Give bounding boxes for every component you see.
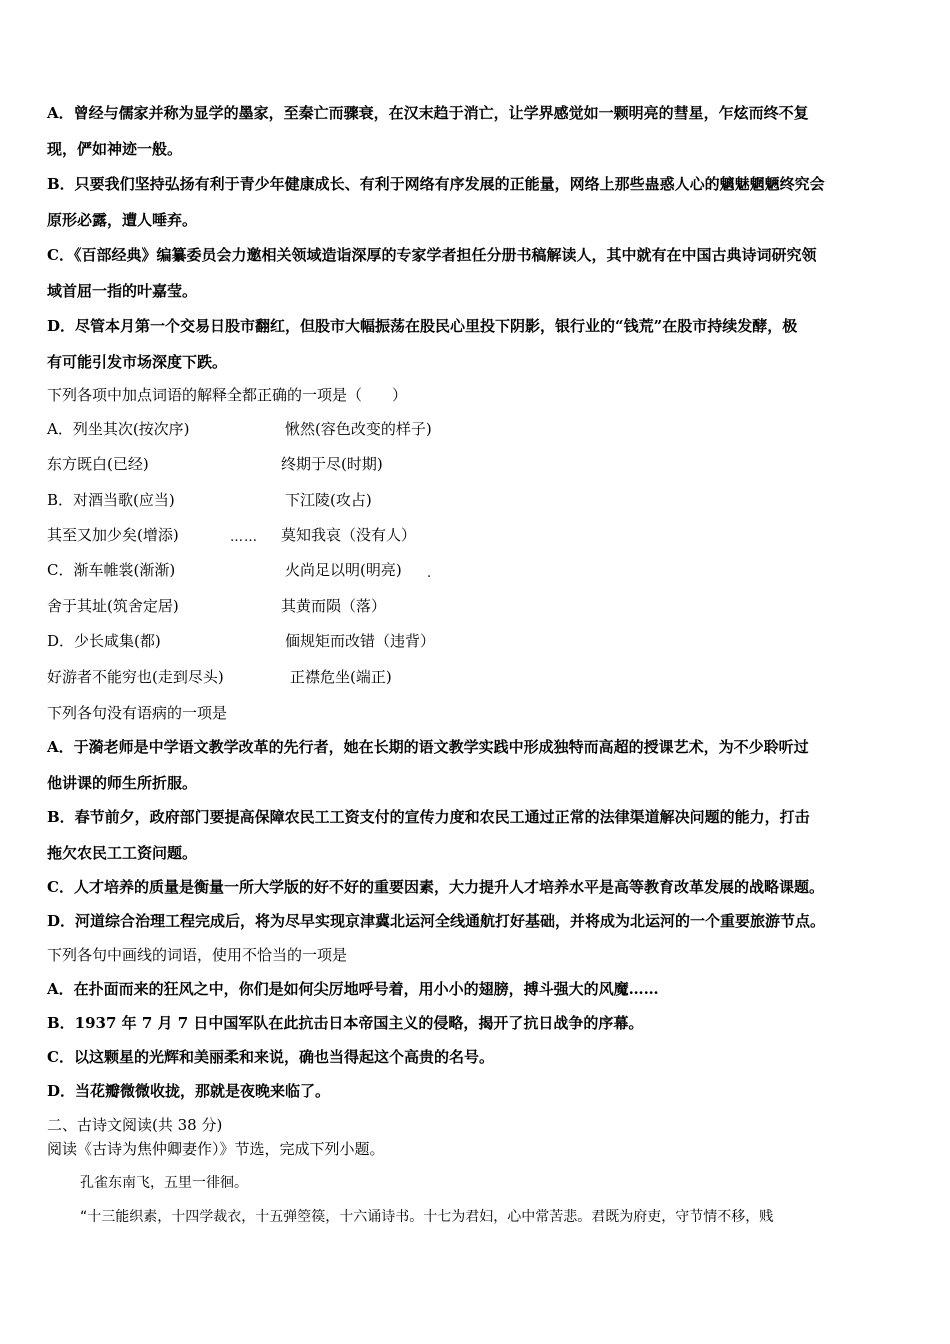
option-c-line2: 域首屈一指的叶嘉莹。	[47, 282, 198, 300]
option-a-line2: 现，俨如神迹一般。	[47, 140, 183, 158]
grammar-option-a-line1: A．于漪老师是中学语文教学改革的先行者，她在长期的语文教学实践中形成独特而高超的授课艺术，为不少聆听过	[47, 738, 809, 756]
question-stem-words: 下列各项中加点词语的解释全都正确的一项是（ ）	[47, 386, 408, 404]
poem-line-1: 孔雀东南飞，五里一徘徊。	[80, 1175, 248, 1191]
underline-option-a: A．在扑面而来的狂风之中，你们是如何尖厉地呼号着，用小小的翅膀，搏斗强大的风魔……	[47, 980, 659, 998]
word-row-right: 下江陵(攻占)	[285, 491, 372, 509]
grammar-option-d: D．河道综合治理工程完成后，将为尽早实现京津冀北运河全线通航打好基础，并将成为北运河的一个重要旅游节点。	[47, 912, 826, 930]
emphasis-dot: .	[427, 566, 433, 581]
word-row-right: 愀然(容色改变的样子)	[285, 420, 432, 438]
word-row-left: B．对酒当歌(应当)	[47, 491, 175, 509]
word-row-left: 舍于其址(筑舍定居)	[47, 597, 179, 615]
question-stem-grammar: 下列各句没有语病的一项是	[47, 704, 228, 722]
word-row-right: 终期于尽(时期)	[281, 455, 383, 473]
word-row-right: 火尚足以明(明亮)	[285, 561, 402, 579]
option-b-line1: B．只要我们坚持弘扬有利于青少年健康成长、有利于网络有序发展的正能量，网络上那些蛊惑人心的魑魅魍魉终究会	[47, 175, 825, 193]
option-d-line2: 有可能引发市场深度下跌。	[47, 353, 228, 371]
word-row-left: 好游者不能穷也(走到尽头)	[47, 668, 224, 686]
word-row-right: 正襟危坐(端正)	[290, 668, 392, 686]
word-row-right: 其黄而陨（落）	[281, 597, 387, 615]
emphasis-dots: ……	[230, 530, 258, 545]
reading-intro: 阅读《古诗为焦仲卿妻作）》节选，完成下列小题。	[47, 1140, 385, 1158]
word-row-left: 东方既白(已经)	[47, 455, 149, 473]
word-row-left: D．少长咸集(都)	[47, 632, 161, 650]
section-heading: 二、古诗文阅读(共 38 分)	[47, 1116, 223, 1134]
word-row-left: A．列坐其次(按次序)	[47, 420, 190, 438]
grammar-option-b-line1: B．春节前夕，政府部门要提高保障农民工工资支付的宣传力度和农民工通过正常的法律渠道解决问题的能力，打击	[47, 808, 810, 826]
grammar-option-b-line2: 拖欠农民工工资问题。	[47, 844, 198, 862]
option-d-line1: D．尽管本月第一个交易日股市翻红，但股市大幅振荡在股民心里投下阴影，银行业的“钱荒”在股市持续发酵，极	[47, 317, 798, 335]
word-row-right: 莫知我哀（没有人）	[281, 526, 417, 544]
question-stem-underline: 下列各句中画线的词语，使用不恰当的一项是	[47, 946, 348, 964]
grammar-option-c: C．人才培养的质量是衡量一所大学版的好不好的重要因素，大力提升人才培养水平是高等教育改革发展的战略课题。	[47, 878, 824, 896]
underline-option-b: B．1937 年 7 月 7 日中国军队在此抗击日本帝国主义的侵略，揭开了抗日战争的序幕。	[47, 1014, 644, 1032]
poem-line-2: “十三能织素，十四学裁衣，十五弹箜篌，十六诵诗书。十七为君妇，心中常苦悲。君既为府吏，守节情不移，贱	[80, 1209, 774, 1225]
underline-option-d: D．当花瓣微微收拢，那就是夜晚来临了。	[47, 1082, 331, 1100]
option-a-line1: A．曾经与儒家并称为显学的墨家，至秦亡而骤衰，在汉末趋于消亡，让学界感觉如一颗明亮的彗星，乍炫而终不复	[47, 104, 809, 122]
option-c-line1: C．《百部经典》编纂委员会力邀相关领域造诣深厚的专家学者担任分册书稿解读人，其中就有在中国古典诗词研究领	[47, 246, 817, 264]
word-row-right: 偭规矩而改错（违背）	[285, 632, 436, 650]
word-row-left: 其至又加少矣(增添)	[47, 526, 179, 544]
underline-option-c: C．以这颗星的光辉和美丽柔和来说，确也当得起这个高贵的名号。	[47, 1048, 494, 1066]
word-row-left: C．渐车帷裳(渐渐)	[47, 561, 176, 579]
option-b-line2: 原形必露，遭人唾弃。	[47, 211, 198, 229]
grammar-option-a-line2: 他讲课的师生所折服。	[47, 774, 198, 792]
